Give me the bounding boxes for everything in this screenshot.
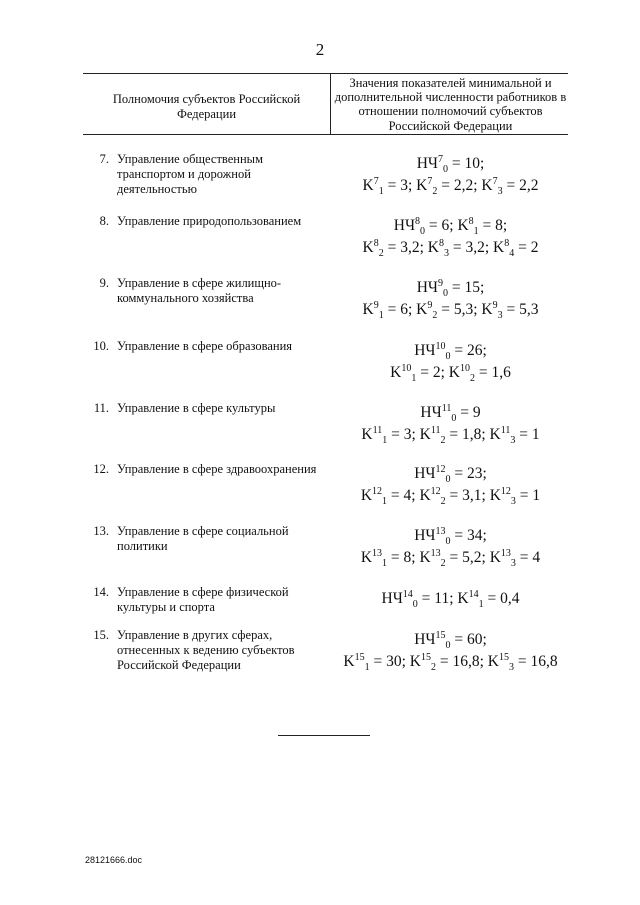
formula-term [420,402,481,425]
formula-v: = 1,8; [445,426,490,443]
formula-v: = 1,6 [474,364,511,381]
formula-sup: 8 [504,237,510,249]
formula-v: = 30; [369,653,410,670]
formula-b: K [481,301,493,318]
formula-b: K [487,653,499,670]
formula-term [493,237,539,260]
formula-b: K [416,177,428,194]
formula-b: НЧ [414,527,436,544]
formula-sup: 12 [372,485,383,497]
formula-b: K [489,487,501,504]
row-formula [333,340,568,385]
formula-v: = 16,8; [435,653,488,670]
formula-v: = 23; [450,465,487,482]
formula-sub: 3 [497,186,503,198]
formula-b: K [343,653,355,670]
formula-v: = 6; [425,217,458,234]
formula-sup: 8 [468,215,474,227]
formula-term [362,175,417,198]
row-number: 14. [93,585,109,599]
formula-sub: 3 [510,558,516,570]
row-formula [333,153,568,198]
formula-term [360,547,420,570]
formula-term [414,340,487,363]
formula-sub: 0 [420,226,426,238]
row-label: Управление природопользованием [117,214,302,228]
formula-sup: 9 [373,299,379,311]
formula-sub: 0 [451,413,457,425]
formula-v: = 6; [383,301,417,318]
formula-sup: 13 [435,525,446,537]
header-indicators: Значения показателей минимальной и дополнительной численности работников в отношении полномочий субъектов Российской Федерации [334,76,567,133]
row-formula [333,629,568,674]
formula-sub: 2 [432,310,438,322]
formula-sub: 1 [478,599,484,611]
page-number: 2 [315,40,325,59]
formula-v: = 11; [417,590,458,607]
formula-v: = 4; [387,487,420,504]
row-number: 10. [93,339,109,353]
formula-b: K [362,177,374,194]
formula-term [416,175,482,198]
formula-sup: 13 [430,547,441,559]
row-number: 9. [99,276,109,290]
row-formula [333,215,568,260]
formula-sup: 12 [500,485,511,497]
formula-sub: 1 [382,496,388,508]
formula-sub: 0 [442,288,448,300]
formula-term [362,299,417,322]
formula-term [427,237,494,260]
formula-v: = 1 [515,426,540,443]
row-formula [333,590,568,612]
formula-term [390,362,449,385]
formula-term [409,651,488,674]
formula-b: K [360,549,373,566]
formula-sup: 13 [500,547,511,559]
row-label: Управление в сфере жилищно-коммунального хозяйства [117,276,282,305]
formula-sup: 10 [435,340,446,352]
formula-v: = 5,2; [445,549,490,566]
formula-b: K [390,364,402,381]
row-number: 15. [93,628,109,642]
formula-sup: 12 [430,485,441,497]
formula-b: K [493,239,505,256]
table-top-rule [83,73,568,74]
formula-term [419,424,490,447]
formula-v: = 10; [447,155,485,172]
row-label: Управление в сфере физической культуры и спорта [117,585,289,614]
formula-sup: 14 [468,588,479,600]
formula-b: K [489,426,501,443]
formula-sub: 1 [473,226,479,238]
header-divider [330,73,331,134]
formula-v: = 2,2 [502,177,539,194]
formula-sup: 8 [373,237,379,249]
formula-sup: 15 [420,651,431,663]
formula-v: = 3; [387,426,420,443]
formula-b: K [457,217,469,234]
formula-v: = 2 [514,239,539,256]
formula-v: = 16,8 [513,653,558,670]
formula-sub: 1 [382,435,388,447]
formula-sup: 15 [498,651,509,663]
formula-term [414,463,487,486]
formula-b: K [409,653,421,670]
formula-sup: 7 [492,175,498,187]
formula-sup: 7 [437,153,443,165]
formula-v: = 3,2; [383,239,428,256]
row-label: Управление в сфере здравоохранения [117,462,317,476]
formula-v: = 1 [515,487,541,504]
formula-sub: 0 [445,536,451,548]
formula-sub: 0 [445,474,451,486]
formula-sup: 8 [415,215,421,227]
document-id: 28121666.doc [85,855,143,865]
row-label: Управление в других сферах, отнесенных к ведению субъектов Российской Федерации [117,628,295,672]
formula-sub: 3 [443,248,449,260]
formula-term [414,525,487,548]
formula-sup: 15 [354,651,365,663]
formula-sub: 1 [378,186,384,198]
formula-b: K [362,239,374,256]
formula-v: = 3,1; [445,487,490,504]
formula-b: НЧ [393,217,416,234]
formula-v: = 15; [447,279,485,296]
formula-b: K [457,590,469,607]
formula-b: НЧ [381,590,403,607]
formula-v: = 2; [416,364,449,381]
formula-sup: 9 [427,299,433,311]
formula-sup: 13 [372,547,383,559]
formula-sub: 0 [445,351,451,363]
formula-v: = 3,2; [448,239,494,256]
formula-sub: 1 [364,662,370,674]
formula-sub: 3 [510,496,516,508]
formula-term [481,175,539,198]
formula-sup: 7 [373,175,379,187]
formula-sub: 2 [432,186,438,198]
formula-v: = 26; [450,342,487,359]
formula-v: = 34; [450,527,487,544]
row-formula [333,277,568,322]
table-header-rule [83,134,568,135]
formula-b: K [416,301,428,318]
formula-sub: 2 [440,435,446,447]
formula-sub: 2 [440,558,446,570]
formula-b: K [419,549,431,566]
formula-b: K [361,426,373,443]
formula-sub: 0 [412,599,418,611]
formula-b: K [489,549,501,566]
formula-b: K [427,239,439,256]
formula-sub: 3 [510,435,516,447]
formula-term [414,629,487,652]
formula-v: = 4 [515,549,541,566]
formula-sub: 2 [430,662,436,674]
formula-sup: 10 [401,362,412,374]
row-number: 11. [93,401,109,415]
formula-term [416,153,485,176]
row-number: 7. [99,152,109,166]
formula-v: = 2,2; [437,177,482,194]
row-label: Управление в сфере социальной политики [117,524,289,553]
row-number: 8. [99,214,109,228]
formula-sup: 10 [459,362,470,374]
formula-sup: 11 [430,424,441,436]
formula-term [360,485,420,508]
formula-term [489,485,541,508]
formula-sup: 11 [441,402,452,414]
formula-sub: 3 [497,310,503,322]
formula-term [361,424,420,447]
formula-b: НЧ [416,155,438,172]
formula-sup: 15 [435,629,446,641]
formula-sup: 8 [438,237,444,249]
formula-term [481,299,539,322]
formula-v: = 3; [383,177,417,194]
formula-term [416,277,485,300]
formula-sup: 14 [402,588,413,600]
formula-v: = 5,3; [437,301,482,318]
formula-v: = 5,3 [502,301,539,318]
formula-sub: 0 [442,164,448,176]
formula-b: НЧ [420,404,442,421]
formula-b: K [448,364,460,381]
formula-sub: 2 [469,373,475,385]
row-label: Управление в сфере культуры [117,401,276,415]
row-number: 12. [93,462,109,476]
formula-sub: 2 [378,248,384,260]
formula-b: НЧ [414,465,436,482]
formula-b: НЧ [414,631,436,648]
formula-sup: 12 [435,463,446,475]
formula-term [393,215,458,238]
formula-sup: 11 [500,424,511,436]
formula-term [381,588,458,611]
formula-sup: 11 [372,424,383,436]
formula-b: НЧ [414,342,436,359]
formula-sub: 1 [382,558,388,570]
row-formula [333,463,568,508]
formula-b: K [419,487,431,504]
formula-sub: 1 [411,373,417,385]
formula-sup: 9 [437,277,443,289]
formula-term [487,651,558,674]
formula-term [489,424,540,447]
formula-term [457,588,520,611]
formula-b: НЧ [416,279,438,296]
formula-term [419,485,490,508]
formula-b: K [360,487,373,504]
formula-sub: 1 [378,310,384,322]
header-powers: Полномочия субъектов Российской Федерации [112,92,301,121]
formula-b: K [419,426,431,443]
formula-v: = 60; [450,631,487,648]
formula-term [448,362,511,385]
formula-term [343,651,410,674]
row-number: 13. [93,524,109,538]
formula-term [489,547,541,570]
formula-sub: 4 [509,248,515,260]
formula-v: = 8; [387,549,420,566]
formula-sup: 9 [492,299,498,311]
formula-v: = 0,4 [483,590,520,607]
formula-sub: 3 [508,662,514,674]
row-label: Управление общественным транспортом и дорожной деятельностью [117,152,263,196]
formula-term [457,215,508,238]
formula-term [419,547,490,570]
formula-v: = 8; [478,217,508,234]
end-separator [278,735,370,736]
formula-b: K [362,301,374,318]
formula-v: = 9 [456,404,481,421]
formula-sup: 7 [427,175,433,187]
formula-sub: 0 [445,640,451,652]
row-formula [333,402,568,447]
formula-sub: 2 [440,496,446,508]
formula-term [362,237,428,260]
row-label: Управление в сфере образования [117,339,293,353]
formula-b: K [481,177,493,194]
formula-term [416,299,482,322]
row-formula [333,525,568,570]
